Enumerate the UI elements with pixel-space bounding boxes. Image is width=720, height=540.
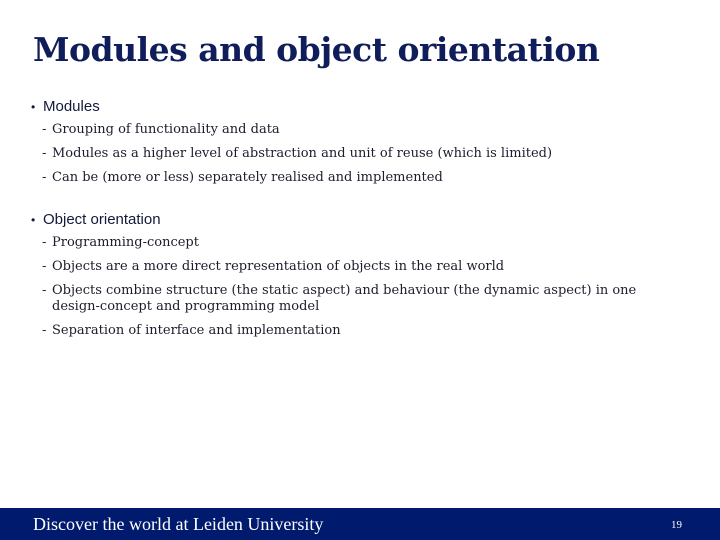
sub-bullet-item [31, 122, 671, 138]
sub-bullet-text: Objects are a more direct representation of objects in the real world [52, 259, 505, 274]
slide-title: Modules and object orientation [33, 30, 600, 69]
bullet-item [31, 98, 671, 115]
dash-icon: - [42, 259, 47, 274]
section-heading: Modules [43, 98, 100, 115]
footer-tagline: Discover the world at Leiden University [33, 514, 324, 534]
bullet-icon: • [31, 100, 36, 114]
bullet-item [31, 211, 671, 228]
dash-icon: - [42, 170, 47, 185]
sub-bullet-text: Programming-concept [52, 235, 199, 250]
dash-icon: - [42, 122, 47, 137]
sub-bullet-text: Separation of interface and implementation [52, 323, 341, 338]
slide-content [31, 98, 671, 364]
section-modules [31, 98, 671, 186]
section-object-orientation [31, 211, 671, 339]
sub-bullet-item [31, 235, 671, 251]
sub-bullet-item [31, 146, 671, 162]
sub-bullet-text: Can be (more or less) separately realised and implemented [52, 170, 443, 185]
sub-bullet-item [31, 259, 671, 275]
sub-bullet-item [31, 283, 671, 315]
dash-icon: - [42, 146, 47, 161]
dash-icon: - [42, 323, 47, 338]
footer-bar [0, 508, 720, 540]
sub-bullet-text: Grouping of functionality and data [52, 122, 280, 137]
dash-icon: - [42, 235, 47, 250]
dash-icon: - [42, 283, 47, 298]
bullet-icon: • [31, 213, 36, 227]
sub-bullet-item [31, 170, 671, 186]
page-number: 19 [671, 519, 682, 531]
sub-bullet-item [31, 323, 671, 339]
section-heading: Object orientation [43, 211, 161, 228]
sub-bullet-text: Modules as a higher level of abstraction and unit of reuse (which is limited) [52, 146, 553, 161]
sub-bullet-text: Objects combine structure (the static aspect) and behaviour (the dynamic aspect) in one design-concept and programming model [52, 283, 637, 314]
